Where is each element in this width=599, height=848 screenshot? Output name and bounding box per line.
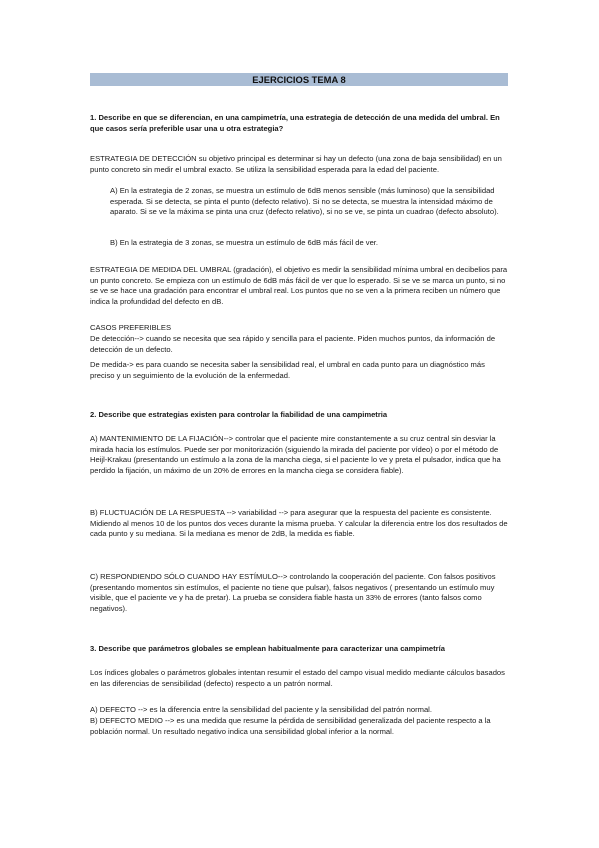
mean-defect-definition: B) DEFECTO MEDIO --> es una medida que resume la pérdida de sensibilidad generalizada del paciente respecto a la población normal. Un resultado negativo indica una sensibilidad global inferior a la normal. [90, 716, 491, 736]
fluctuation-paragraph [90, 508, 508, 540]
cases-heading: CASOS PREFERIBLES [90, 323, 172, 332]
threshold-heading: ESTRATEGIA DE MEDIDA DEL UMBRAL [90, 265, 232, 274]
cases-measurement: De medida-> es para cuando se necesita saber la sensibilidad real, el umbral en cada punto para un diagnóstico más preciso y un seguimiento de la evolución de la enfermedad. [90, 360, 485, 380]
detection-item-b [90, 238, 508, 249]
question-2: 2. Describe que estrategias existen para controlar la fiabilidad de una campimetria [90, 410, 388, 419]
stimulus-response-text: --> controlando la cooperación del paciente. Con falsos positivos (presentando momentos sin estímulos, el paciente no tiene que pulsar), falsos negativos ( presentando un estímulo muy visible, que el paciente ve y ha de pretar). La prueba se considera fiable hasta un 33% de errores (tanto falsos como negativos). [90, 572, 496, 613]
threshold-strategy-paragraph [90, 265, 508, 307]
fluctuation-heading: B) FLUCTUACIÓN DE LA RESPUESTA [90, 508, 225, 517]
fixation-heading: A) MANTENIMIENTO DE LA FIJACIÓN [90, 434, 224, 443]
stimulus-response-paragraph [90, 572, 508, 614]
threshold-text: (gradación), el objetivo es medir la sensibilidad mínima umbral en decibelios para un punto concreto. Se empieza con un estímulo de 6dB más fácil de ver que lo esperado. Si se ve se marca un punto, si no se ve se hace una gradación para encontrar el umbral real. Los puntos que no se ven a la primera reciben un número que indica la profundidad del defecto en dB. [90, 265, 508, 306]
cases-detection: De detección--> cuando se necesita que sea rápido y sencilla para el paciente. Piden muchos puntos, da información de detección de un defecto. [90, 334, 496, 354]
detection-item-a [90, 186, 508, 218]
global-indices-intro: Los índices globales o parámetros globales intentan resumir el estado del campo visual medido mediante cálculos basados en las diferencias de sensibilidad (defecto) respecto a un patrón normal. [90, 668, 505, 688]
page-title: EJERCICIOS TEMA 8 [90, 73, 508, 86]
detection-item-a-text: A) En la estrategia de 2 zonas, se muestra un estímulo de 6dB menos sensible (más luminoso) que la sensibilidad esperada. Si se detecta, se pinta el punto (defecto relativo). Si no se detecta, se muestra la intensidad máximo de aparato. Si se ve la máxima se pinta una cruz (defecto relativo), si no se ve, se pinta un cuadrao (defecto absoluto). [110, 186, 499, 217]
question-1: 1. Describe en que se diferencian, en una campimetría, una estrategia de detección de una medida del umbral. En que casos sería preferible usar una u otra estrategia? [90, 113, 500, 133]
fixation-text: --> controlar que el paciente mire constantemente a su cruz central sin desviar la mirada hacia los estímulos. Puede ser por monitorización (siguiendo la mirada del paciente por vídeo) o por el método de Heijl-Krakau (presentando un estímulo a la zona de la mancha ciega, si el paciente lo ve y preta el pulsador, indica que ha perdido la fijación, un máximo de un 20% de errores en la mancha ciega se considera fiable). [90, 434, 501, 475]
question-3: 3. Describe que parámetros globales se emplean habitualmente para caracterizar una campimetría [90, 644, 445, 653]
fluctuation-text: --> variabilidad --> para asegurar que la respuesta del paciente es consistente. Midiendo al menos 10 de los puntos dos veces durante la misma prueba. Y calcular la diferencia entre los dos resultados de cada punto y su mediana. Si la mediana es menor de 2dB, la medida es fiable. [90, 508, 508, 539]
detection-item-b-text: B) En la estrategia de 3 zonas, se muestra un estímulo de 6dB más fácil de ver. [110, 238, 379, 247]
fixation-paragraph [90, 434, 508, 476]
detection-heading: ESTRATEGIA DE DETECCIÓN [90, 154, 197, 163]
detection-strategy-paragraph [90, 154, 508, 175]
detection-text: su objetivo principal es determinar si hay un defecto (una zona de baja sensibilidad) en un punto concreto sin medir el umbral exacto. Se utiliza la sensibilidad esperada para la edad del paciente. [90, 154, 502, 174]
defect-definition: A) DEFECTO --> es la diferencia entre la sensibilidad del paciente y la sensibilidad del patrón normal. [90, 705, 432, 714]
stimulus-response-heading: C) RESPONDIENDO SÓLO CUANDO HAY ESTÍMULO [90, 572, 278, 581]
